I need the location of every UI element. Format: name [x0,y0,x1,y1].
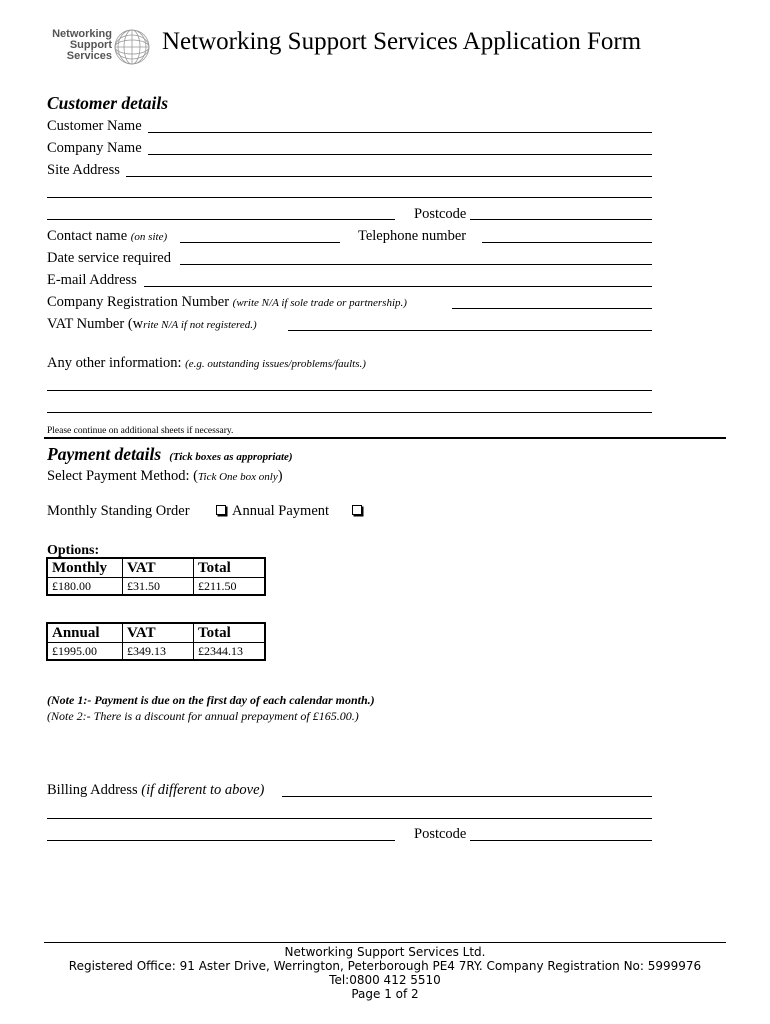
continue-note: Please continue on additional sheets if necessary. [47,426,234,436]
payment-note-2: (Note 2:- There is a discount for annual prepayment of £165.00.) [47,709,359,723]
site-address-label: Site Address [47,162,120,178]
table-cell: £349.13 [123,643,194,661]
annual-option-label: Annual Payment [232,503,330,519]
other-info-text: Any other information: [47,355,182,371]
globe-icon [112,27,152,67]
logo-line-3: Services [66,50,112,62]
table-cell: £31.50 [123,578,194,596]
table-header: Annual [47,623,123,643]
telephone-label: Telephone number [358,228,467,244]
monthly-checkbox[interactable] [216,505,226,515]
footer-office: Registered Office: 91 Aster Drive, Werrington, Peterborough PE4 7RY. Company Registration No: 5999976 [68,959,702,973]
contact-name-label [47,229,167,244]
section-divider [44,437,726,439]
company-name-label: Company Name [47,140,142,156]
select-method-label [47,469,283,484]
annual-checkbox[interactable] [352,505,362,515]
vat-note: rite N/A if not registered.) [143,319,257,331]
page-title: Networking Support Services Application Form [162,28,642,55]
registration-note: (write N/A if sole trade or partnership.) [232,297,407,309]
footer-divider [44,942,726,943]
company-logo [40,27,155,69]
table-header: VAT [123,558,194,578]
logo-line-2: Support [69,39,112,51]
customer-details-heading: Customer details [47,93,169,113]
contact-name-text: Contact name [47,228,128,244]
table-header: Monthly [47,558,123,578]
other-info-field-1[interactable] [47,390,652,391]
footer-telephone: Tel:0800 412 5510 [329,973,441,987]
vat-number-field[interactable] [288,330,652,331]
registration-field[interactable] [452,308,652,309]
options-label: Options: [47,543,100,558]
telephone-field[interactable] [482,242,652,243]
other-info-label [47,356,366,371]
page-number: Page 1 of 2 [351,987,419,1001]
payment-heading-note: (Tick boxes as appropriate) [169,451,293,463]
date-required-label: Date service required [47,250,171,266]
billing-postcode-label: Postcode [414,826,467,842]
table-header: Total [194,558,266,578]
payment-note-1: (Note 1:- Payment is due on the first day of each calendar month.) [47,693,375,707]
customer-name-field[interactable] [148,132,652,133]
table-cell: £2344.13 [194,643,266,661]
monthly-options-table [46,557,266,596]
registration-text: Company Registration Number [47,294,230,310]
select-method-note: Tick One box only [198,471,278,483]
table-cell: £180.00 [47,578,123,596]
date-required-field[interactable] [180,264,652,265]
billing-postcode-field[interactable] [470,840,652,841]
logo-line-1: Networking [52,28,112,40]
site-address-field-1[interactable] [126,176,652,177]
table-cell: £1995.00 [47,643,123,661]
billing-address-field-3[interactable] [47,840,395,841]
billing-address-text: Billing Address [47,782,138,798]
company-name-field[interactable] [148,154,652,155]
select-method-text: Select Payment Method: ( [47,468,199,484]
postcode-label: Postcode [414,206,467,222]
email-field[interactable] [144,286,652,287]
table-header: Total [194,623,266,643]
billing-address-field-1[interactable] [282,796,652,797]
other-info-field-2[interactable] [47,412,652,413]
other-info-note: (e.g. outstanding issues/problems/faults.) [185,358,366,370]
site-address-field-3[interactable] [47,219,395,220]
monthly-option-label: Monthly Standing Order [47,503,190,519]
table-header: VAT [123,623,194,643]
contact-name-field[interactable] [180,242,340,243]
select-method-close: ) [277,468,283,484]
footer-company: Networking Support Services Ltd. [284,945,486,959]
vat-number-label [47,317,257,332]
billing-address-note: (if different to above) [141,782,265,798]
customer-name-label: Customer Name [47,118,142,134]
registration-label [47,295,407,310]
annual-options-table [46,622,266,661]
billing-address-label [47,783,264,798]
email-label: E-mail Address [47,272,137,288]
postcode-field[interactable] [470,219,652,220]
site-address-field-2[interactable] [47,197,652,198]
vat-text: VAT Number (w [47,316,144,332]
billing-address-field-2[interactable] [47,818,652,819]
table-cell: £211.50 [194,578,266,596]
payment-heading-text: Payment details [47,444,162,464]
payment-heading [47,444,293,465]
contact-name-note: (on site) [130,231,168,243]
